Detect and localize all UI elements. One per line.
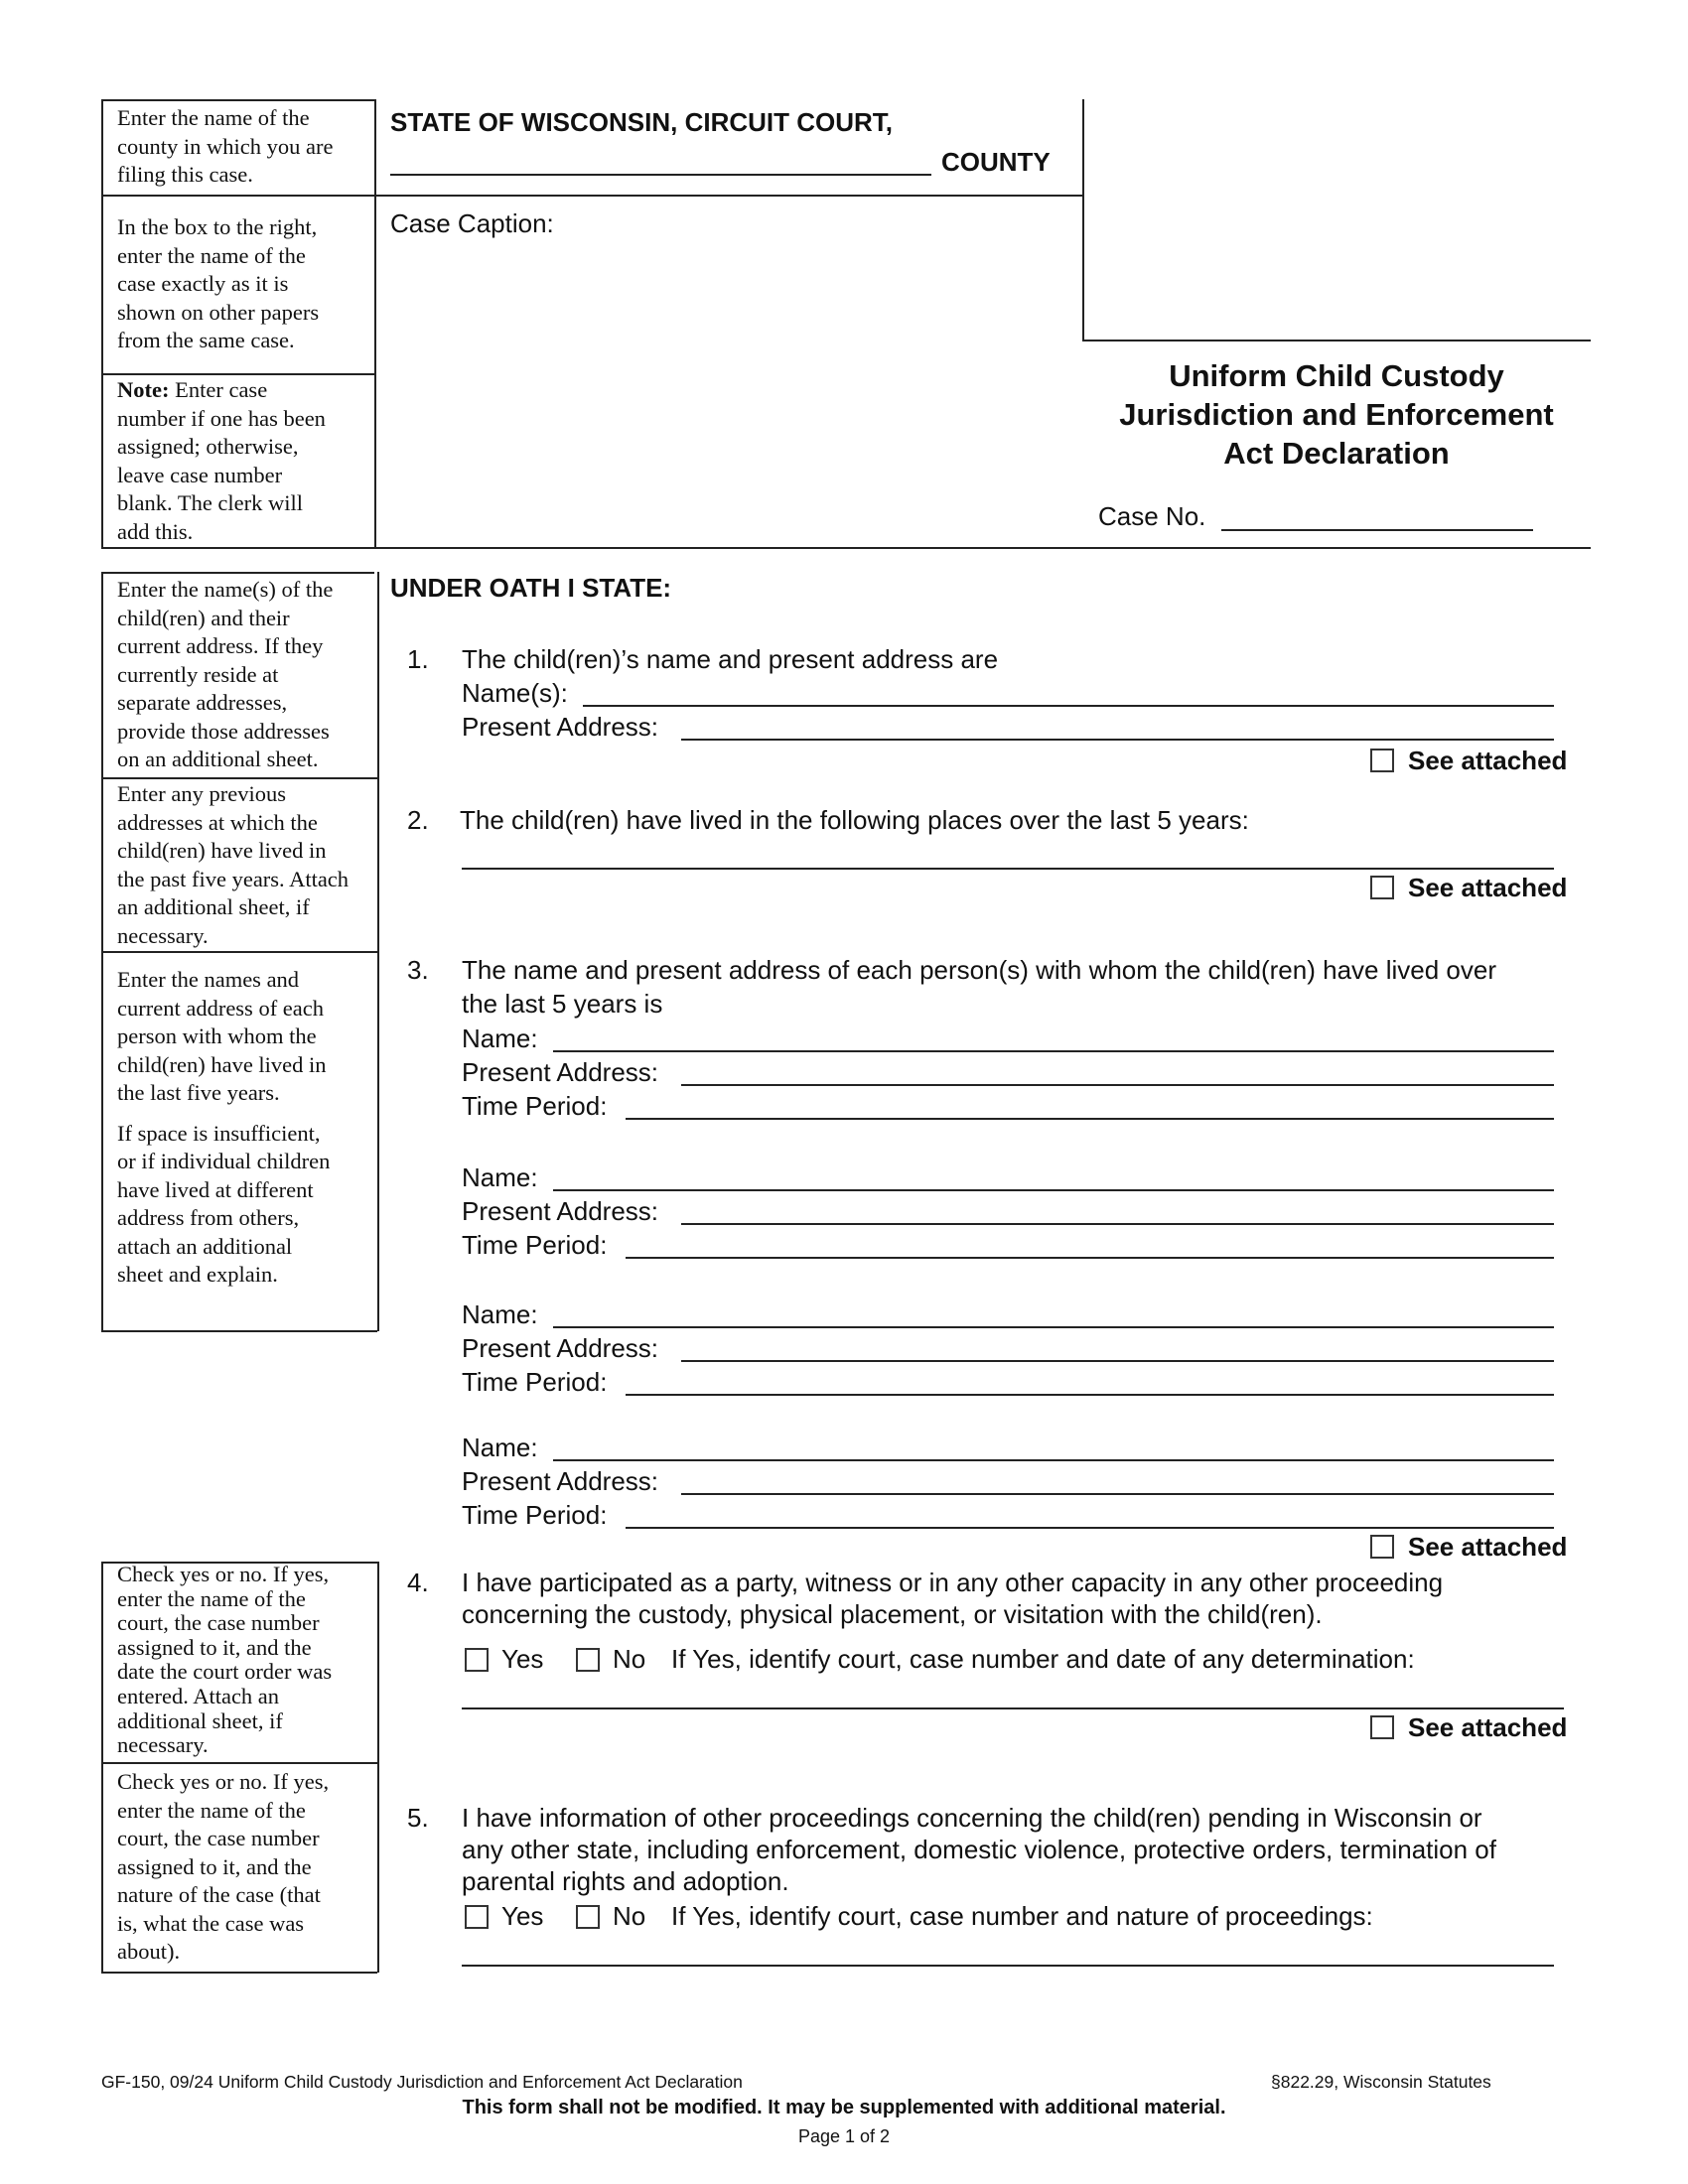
case-number-note: Note: Enter case number if one has been assigned; otherwise, leave case number blank. The clerk will add this. xyxy=(117,377,326,544)
court-heading: STATE OF WISCONSIN, CIRCUIT COURT, xyxy=(390,107,894,137)
case-caption-area[interactable] xyxy=(390,243,1075,541)
item1-text: The child(ren)’s name and present address are xyxy=(462,644,999,674)
statute-reference: §822.29, Wisconsin Statutes xyxy=(1271,2072,1491,2092)
present-address-label: Present Address: xyxy=(462,1333,658,1363)
name-input-line[interactable] xyxy=(553,1326,1554,1328)
item-number: 3. xyxy=(407,955,429,985)
time-period-input-line[interactable] xyxy=(626,1257,1554,1259)
see-attached-checkbox[interactable] xyxy=(1370,876,1394,899)
present-address-input-line[interactable] xyxy=(681,1360,1554,1362)
case-number-input-line[interactable] xyxy=(1221,529,1533,531)
divider xyxy=(101,99,374,101)
item-number: 5. xyxy=(407,1803,429,1833)
present-address-input-line[interactable] xyxy=(681,1223,1554,1225)
name-input-line[interactable] xyxy=(553,1189,1554,1191)
present-address-input-line[interactable] xyxy=(681,1493,1554,1495)
determination-input-line[interactable] xyxy=(462,1707,1564,1709)
time-period-input-line[interactable] xyxy=(626,1527,1554,1529)
time-period-label: Time Period: xyxy=(462,1500,608,1530)
yes-label: Yes xyxy=(501,1901,544,1931)
item2-text: The child(ren) have lived in the following places over the last 5 years: xyxy=(460,805,1249,835)
divider xyxy=(101,195,1084,197)
no-checkbox[interactable] xyxy=(576,1905,600,1929)
previous-places-input-line[interactable] xyxy=(462,868,1554,870)
divider xyxy=(1082,340,1591,341)
name-label: Name: xyxy=(462,1433,538,1462)
item-number: 4. xyxy=(407,1568,429,1597)
form-id: GF-150, 09/24 Uniform Child Custody Jurisdiction and Enforcement Act Declaration xyxy=(101,2072,743,2092)
time-period-label: Time Period: xyxy=(462,1091,608,1121)
see-attached-label: See attached xyxy=(1408,746,1568,775)
case-caption-label: Case Caption: xyxy=(390,208,554,238)
children-note: Enter the name(s) of the child(ren) and their current address. If they currently reside at separate addresses, provide those addresses on an additional sheet. xyxy=(117,577,334,771)
page-number: Page 1 of 2 xyxy=(797,2126,891,2146)
no-label: No xyxy=(613,1901,646,1931)
divider xyxy=(374,99,376,547)
name-label: Name: xyxy=(462,1024,538,1053)
see-attached-label: See attached xyxy=(1408,873,1568,902)
present-address-label: Present Address: xyxy=(462,712,658,742)
time-period-input-line[interactable] xyxy=(626,1394,1554,1396)
present-address-input-line[interactable] xyxy=(681,739,1554,741)
county-label: COUNTY xyxy=(941,147,1051,177)
divider xyxy=(101,1762,377,1764)
county-input-line[interactable] xyxy=(390,174,931,176)
divider xyxy=(101,547,1591,549)
if-yes-instruction: If Yes, identify court, case number and date of any determination: xyxy=(671,1644,1415,1674)
time-period-input-line[interactable] xyxy=(626,1118,1554,1120)
present-address-label: Present Address: xyxy=(462,1196,658,1226)
time-period-label: Time Period: xyxy=(462,1230,608,1260)
present-address-label: Present Address: xyxy=(462,1466,658,1496)
no-label: No xyxy=(613,1644,646,1674)
yes-label: Yes xyxy=(501,1644,544,1674)
names-label: Name(s): xyxy=(462,678,568,708)
divider xyxy=(101,951,377,953)
divider xyxy=(101,1562,103,1973)
information-note: Check yes or no. If yes, enter the name of the court, the case number assigned to it, and the nature of the case (that is, what the case was about). xyxy=(117,1769,330,1964)
names-input-line[interactable] xyxy=(583,705,1554,707)
divider xyxy=(101,373,374,375)
divider xyxy=(377,572,379,1331)
divider xyxy=(101,99,103,547)
county-note: Enter the name of the county in which you are filing this case. xyxy=(117,105,334,187)
divider xyxy=(377,1562,379,1973)
item3-text: The name and present address of each person(s) with whom the child(ren) have lived over the last 5 years is xyxy=(462,955,1496,1019)
persons-note: Enter the names and current address of each person with whom the child(ren) have lived in the last five years. If space is insufficient, or if individual children have lived at different address from others, attach an additional sheet and explain. xyxy=(117,967,331,1287)
yes-checkbox[interactable] xyxy=(465,1905,489,1929)
divider xyxy=(101,777,377,779)
divider xyxy=(1082,99,1084,341)
caption-note: In the box to the right, enter the name of the case exactly as it is shown on other papers from the same case. xyxy=(117,214,320,352)
participated-note: Check yes or no. If yes, enter the name of the court, the case number assigned to it, and the date the court order was entered. Attach an additional sheet, if necessary. xyxy=(117,1562,333,1758)
name-label: Name: xyxy=(462,1299,538,1329)
form-title: Uniform Child Custody Jurisdiction and Enforcement Act Declaration xyxy=(1119,358,1554,471)
name-label: Name: xyxy=(462,1162,538,1192)
see-attached-checkbox[interactable] xyxy=(1370,1715,1394,1739)
divider xyxy=(101,1972,377,1974)
case-number-label: Case No. xyxy=(1098,501,1206,531)
previous-addresses-note: Enter any previous addresses at which the child(ren) have lived in the past five years. Attach an additional sheet, if necessary. xyxy=(117,781,350,948)
item4-text: I have participated as a party, witness or in any other capacity in any other proceeding concerning the custody, physical placement, or visitation with the child(ren). xyxy=(462,1568,1444,1629)
oath-heading: UNDER OATH I STATE: xyxy=(390,573,672,603)
no-checkbox[interactable] xyxy=(576,1648,600,1672)
time-period-label: Time Period: xyxy=(462,1367,608,1397)
proceedings-input-line[interactable] xyxy=(462,1965,1554,1967)
item-number: 2. xyxy=(407,805,429,835)
divider xyxy=(101,572,374,574)
present-address-label: Present Address: xyxy=(462,1057,658,1087)
item5-text: I have information of other proceedings concerning the child(ren) pending in Wisconsin or any other state, including enforcement, domestic violence, protective orders, termination of parental rights and adoption. xyxy=(462,1803,1496,1896)
see-attached-label: See attached xyxy=(1408,1532,1568,1562)
divider xyxy=(101,1330,377,1332)
see-attached-checkbox[interactable] xyxy=(1370,1535,1394,1559)
if-yes-instruction: If Yes, identify court, case number and nature of proceedings: xyxy=(671,1901,1373,1931)
see-attached-label: See attached xyxy=(1408,1712,1568,1742)
item-number: 1. xyxy=(407,644,429,674)
name-input-line[interactable] xyxy=(553,1459,1554,1461)
yes-checkbox[interactable] xyxy=(465,1648,489,1672)
form-notice: This form shall not be modified. It may be supplemented with additional material. xyxy=(462,2097,1226,2118)
see-attached-checkbox[interactable] xyxy=(1370,749,1394,772)
present-address-input-line[interactable] xyxy=(681,1084,1554,1086)
name-input-line[interactable] xyxy=(553,1050,1554,1052)
